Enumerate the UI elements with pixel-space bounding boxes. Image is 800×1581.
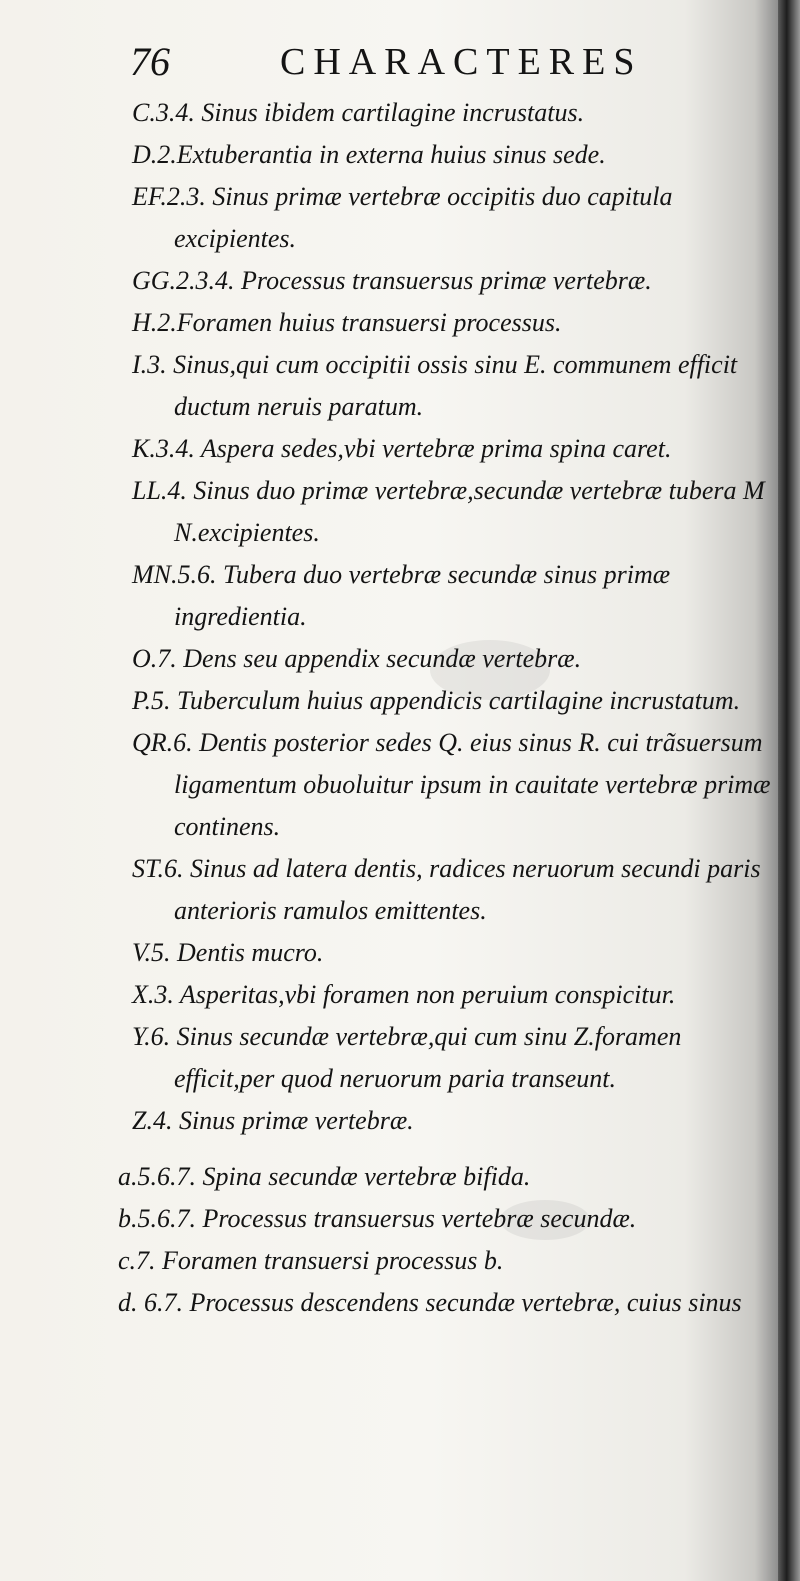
- legend-entry: GG.2.3.4. Processus transuersus primæ vertebræ.: [132, 266, 652, 295]
- legend-entry: LL.4. Sinus duo primæ vertebræ,secundæ vertebræ tubera M N.excipientes.: [132, 476, 765, 547]
- legend-entry: MN.5.6. Tubera duo vertebræ secundæ sinus primæ ingredientia.: [132, 560, 671, 631]
- page-header: [130, 32, 690, 92]
- legend-entry: Y.6. Sinus secundæ vertebræ,qui cum sinu Z.foramen efficit,per quod neruorum paria transeunt.: [132, 1022, 682, 1093]
- legend-entry: EF.2.3. Sinus primæ vertebræ occipitis duo capitula excipientes.: [132, 182, 673, 253]
- legend-entry: I.3. Sinus,qui cum occipitii ossis sinu E. communem efficit ductum neruis paratum.: [132, 350, 738, 421]
- legend-entries: [0, 92, 778, 1324]
- page-number: 76: [130, 39, 170, 84]
- legend-entry: H.2.Foramen huius transuersi processus.: [132, 308, 562, 337]
- legend-entry: P.5. Tuberculum huius appendicis cartilagine incrustatum.: [132, 686, 741, 715]
- legend-entry: D.2.Extuberantia in externa huius sinus sede.: [132, 140, 606, 169]
- legend-entry: X.3. Asperitas,vbi foramen non peruium conspicitur.: [132, 980, 676, 1009]
- legend-entry: V.5. Dentis mucro.: [132, 938, 324, 967]
- legend-entry-lowercase: d. 6.7. Processus descendens secundæ vertebræ, cuius sinus: [118, 1288, 742, 1317]
- legend-entry-lowercase: b.5.6.7. Processus transuersus vertebræ secundæ.: [118, 1204, 637, 1233]
- legend-entry-lowercase: a.5.6.7. Spina secundæ vertebræ bifida.: [118, 1162, 531, 1191]
- legend-entry: C.3.4. Sinus ibidem cartilagine incrustatus.: [132, 98, 585, 127]
- legend-entry: Z.4. Sinus primæ vertebræ.: [132, 1106, 414, 1135]
- running-title: CHARACTERES: [280, 41, 643, 83]
- section-gap: [0, 1142, 778, 1156]
- legend-entry: QR.6. Dentis posterior sedes Q. eius sinus R. cui trãsuersum ligamentum obuoluitur ipsum in cauitate vertebræ primæ continens.: [132, 728, 771, 841]
- legend-entry: O.7. Dens seu appendix secundæ vertebræ.: [132, 644, 582, 673]
- legend-entry: K.3.4. Aspera sedes,vbi vertebræ prima spina caret.: [132, 434, 672, 463]
- book-spine-shadow: [778, 0, 800, 1581]
- legend-entry-lowercase: c.7. Foramen transuersi processus b.: [118, 1246, 504, 1275]
- legend-entry: ST.6. Sinus ad latera dentis, radices neruorum secundi paris anterioris ramulos emittentes.: [132, 854, 761, 925]
